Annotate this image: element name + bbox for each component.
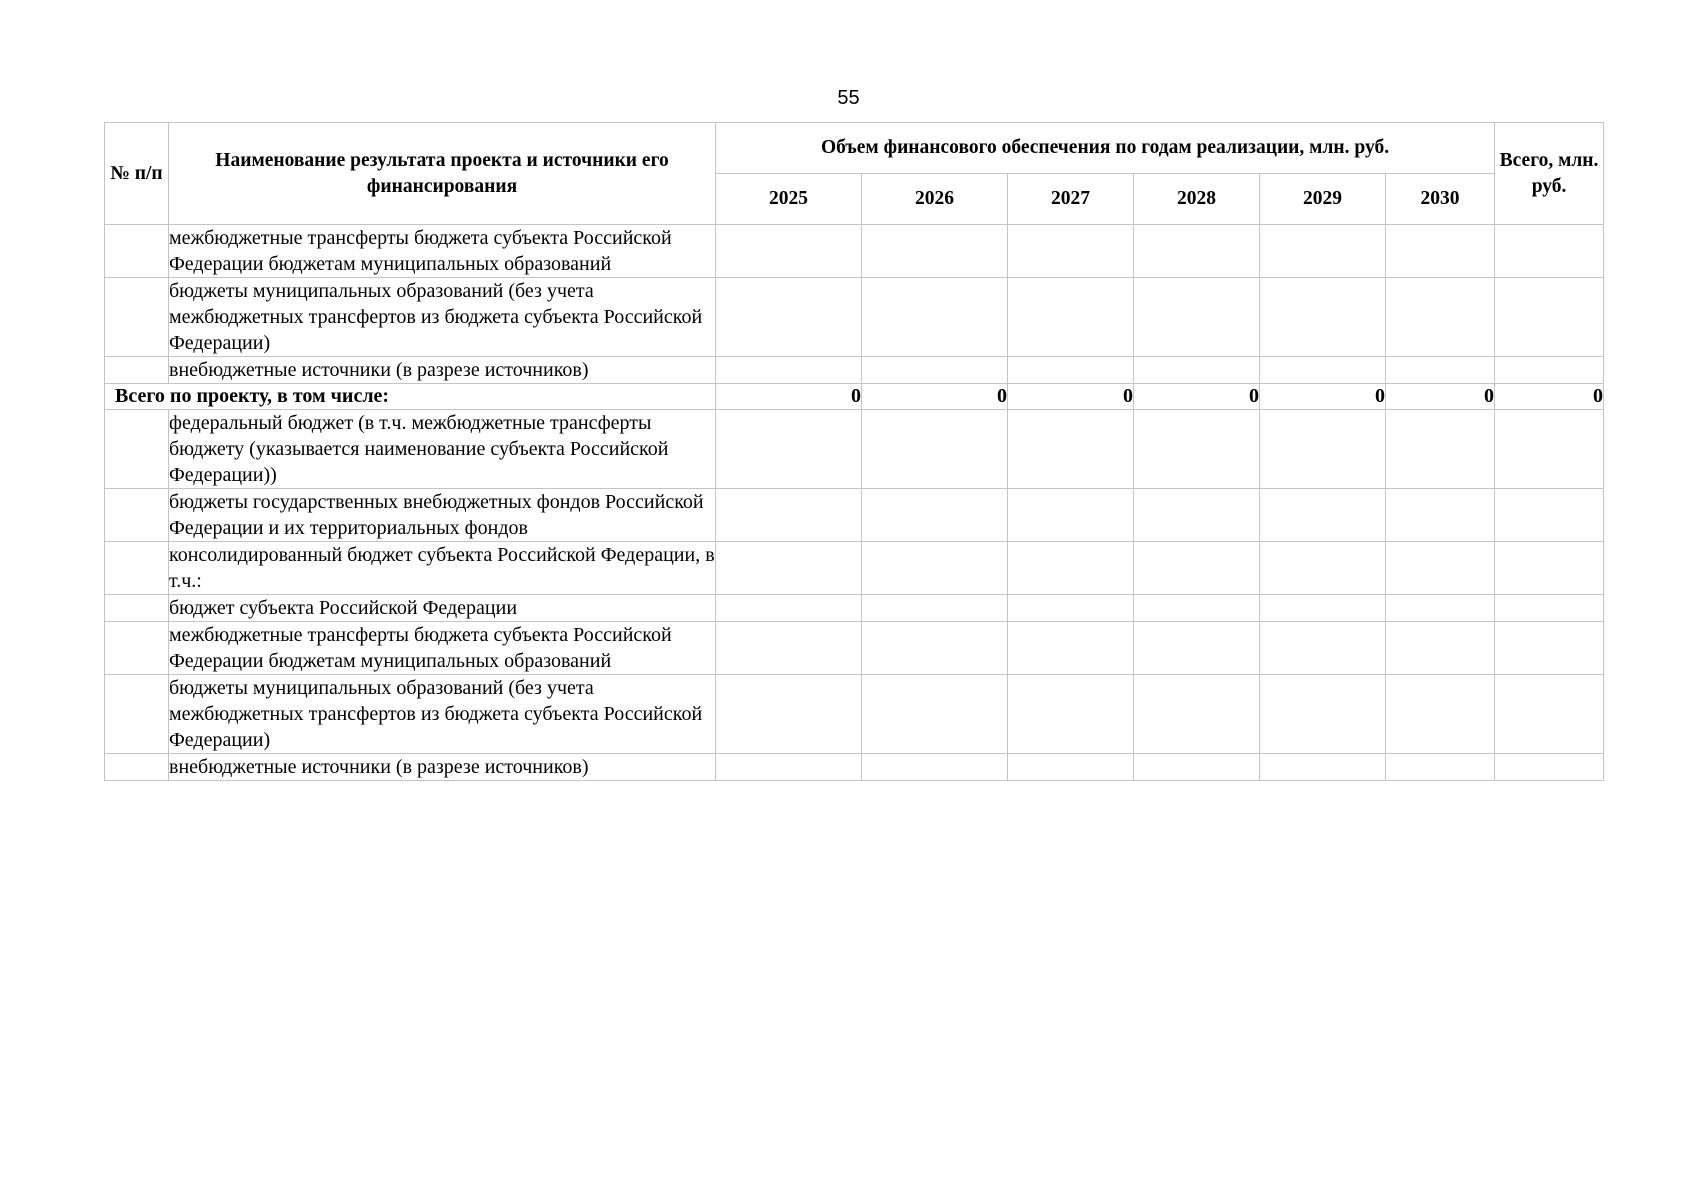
value-cell [716, 622, 862, 675]
value-cell [1495, 622, 1604, 675]
value-cell [1386, 595, 1495, 622]
value-cell [1260, 278, 1386, 357]
table-row [105, 357, 1604, 384]
header-year-2029: 2029 [1260, 174, 1386, 225]
table-row [105, 225, 1604, 278]
value-cell [862, 542, 1008, 595]
value-cell [862, 410, 1008, 489]
row-number-cell [105, 489, 169, 542]
table-row [105, 278, 1604, 357]
row-number-cell [105, 357, 169, 384]
value-cell [1134, 489, 1260, 542]
value-cell [862, 675, 1008, 754]
total-row [105, 384, 1604, 410]
value-cell [1260, 410, 1386, 489]
value-cell [1495, 754, 1604, 781]
value-cell [1260, 357, 1386, 384]
row-number-cell [105, 225, 169, 278]
value-cell [1260, 622, 1386, 675]
table-row [105, 489, 1604, 542]
value-cell [1008, 595, 1134, 622]
source-name: бюджет субъекта Российской Федерации [169, 595, 716, 622]
value-cell [1008, 410, 1134, 489]
source-name: бюджеты государственных внебюджетных фондов Российской Федерации и их территориальных фондов [169, 489, 716, 542]
value-cell [1260, 675, 1386, 754]
value-cell [862, 754, 1008, 781]
header-year-2030: 2030 [1386, 174, 1495, 225]
value-cell [1008, 622, 1134, 675]
source-name: внебюджетные источники (в разрезе источников) [169, 754, 716, 781]
header-number: № п/п [105, 123, 169, 225]
financing-table [104, 122, 1604, 781]
value-cell [716, 489, 862, 542]
header-total: Всего, млн. руб. [1495, 123, 1604, 225]
value-cell [1495, 278, 1604, 357]
header-years-group: Объем финансового обеспечения по годам реализации, млн. руб. [716, 123, 1495, 174]
value-cell [1386, 410, 1495, 489]
value-cell [1495, 675, 1604, 754]
table-row [105, 675, 1604, 754]
value-cell [716, 410, 862, 489]
total-value-2027: 0 [1008, 384, 1134, 410]
value-cell [1386, 225, 1495, 278]
value-cell [1134, 542, 1260, 595]
value-cell [1260, 595, 1386, 622]
value-cell [1495, 410, 1604, 489]
value-cell [716, 542, 862, 595]
value-cell [716, 225, 862, 278]
value-cell [1386, 675, 1495, 754]
total-value-2025: 0 [716, 384, 862, 410]
table-row [105, 542, 1604, 595]
value-cell [1495, 595, 1604, 622]
table-row [105, 622, 1604, 675]
value-cell [1134, 410, 1260, 489]
value-cell [862, 489, 1008, 542]
source-name: межбюджетные трансферты бюджета субъекта Российской Федерации бюджетам муниципальных образований [169, 225, 716, 278]
value-cell [1260, 754, 1386, 781]
value-cell [1386, 489, 1495, 542]
total-value-2026: 0 [862, 384, 1008, 410]
value-cell [1495, 542, 1604, 595]
value-cell [1260, 225, 1386, 278]
value-cell [1008, 542, 1134, 595]
source-name: межбюджетные трансферты бюджета субъекта Российской Федерации бюджетам муниципальных образований [169, 622, 716, 675]
value-cell [1008, 489, 1134, 542]
total-label: Всего по проекту, в том числе: [105, 384, 716, 410]
table-row [105, 410, 1604, 489]
table-row [105, 595, 1604, 622]
total-value-2030: 0 [1386, 384, 1495, 410]
value-cell [1134, 754, 1260, 781]
value-cell [1260, 489, 1386, 542]
total-value-2028: 0 [1134, 384, 1260, 410]
value-cell [1134, 675, 1260, 754]
value-cell [1008, 754, 1134, 781]
header-year-2025: 2025 [716, 174, 862, 225]
row-number-cell [105, 278, 169, 357]
value-cell [1134, 278, 1260, 357]
value-cell [1134, 595, 1260, 622]
value-cell [862, 278, 1008, 357]
source-name: бюджеты муниципальных образований (без учета межбюджетных трансфертов из бюджета субъекта Российской Федерации) [169, 278, 716, 357]
total-value-all: 0 [1495, 384, 1604, 410]
header-name: Наименование результата проекта и источники его финансирования [169, 123, 716, 225]
row-number-cell [105, 595, 169, 622]
value-cell [862, 357, 1008, 384]
row-number-cell [105, 675, 169, 754]
header-year-2026: 2026 [862, 174, 1008, 225]
row-number-cell [105, 542, 169, 595]
value-cell [1386, 622, 1495, 675]
value-cell [716, 675, 862, 754]
value-cell [1386, 542, 1495, 595]
row-number-cell [105, 410, 169, 489]
row-number-cell [105, 754, 169, 781]
total-value-2029: 0 [1260, 384, 1386, 410]
value-cell [1495, 225, 1604, 278]
value-cell [1008, 357, 1134, 384]
header-year-2027: 2027 [1008, 174, 1134, 225]
value-cell [716, 278, 862, 357]
value-cell [1260, 542, 1386, 595]
page-number: 55 [837, 87, 860, 109]
value-cell [1134, 225, 1260, 278]
value-cell [1134, 622, 1260, 675]
value-cell [1134, 357, 1260, 384]
table-row [105, 754, 1604, 781]
value-cell [1008, 278, 1134, 357]
value-cell [1008, 225, 1134, 278]
value-cell [1386, 357, 1495, 384]
value-cell [1008, 675, 1134, 754]
value-cell [1386, 754, 1495, 781]
value-cell [862, 225, 1008, 278]
source-name: консолидированный бюджет субъекта Российской Федерации, в т.ч.: [169, 542, 716, 595]
value-cell [862, 595, 1008, 622]
row-number-cell [105, 622, 169, 675]
source-name: федеральный бюджет (в т.ч. межбюджетные трансферты бюджету (указывается наименование субъекта Российской Федерации)) [169, 410, 716, 489]
value-cell [1495, 357, 1604, 384]
value-cell [862, 622, 1008, 675]
header-year-2028: 2028 [1134, 174, 1260, 225]
value-cell [716, 357, 862, 384]
source-name: внебюджетные источники (в разрезе источников) [169, 357, 716, 384]
value-cell [716, 754, 862, 781]
value-cell [1495, 489, 1604, 542]
source-name: бюджеты муниципальных образований (без учета межбюджетных трансфертов из бюджета субъекта Российской Федерации) [169, 675, 716, 754]
value-cell [1386, 278, 1495, 357]
value-cell [716, 595, 862, 622]
